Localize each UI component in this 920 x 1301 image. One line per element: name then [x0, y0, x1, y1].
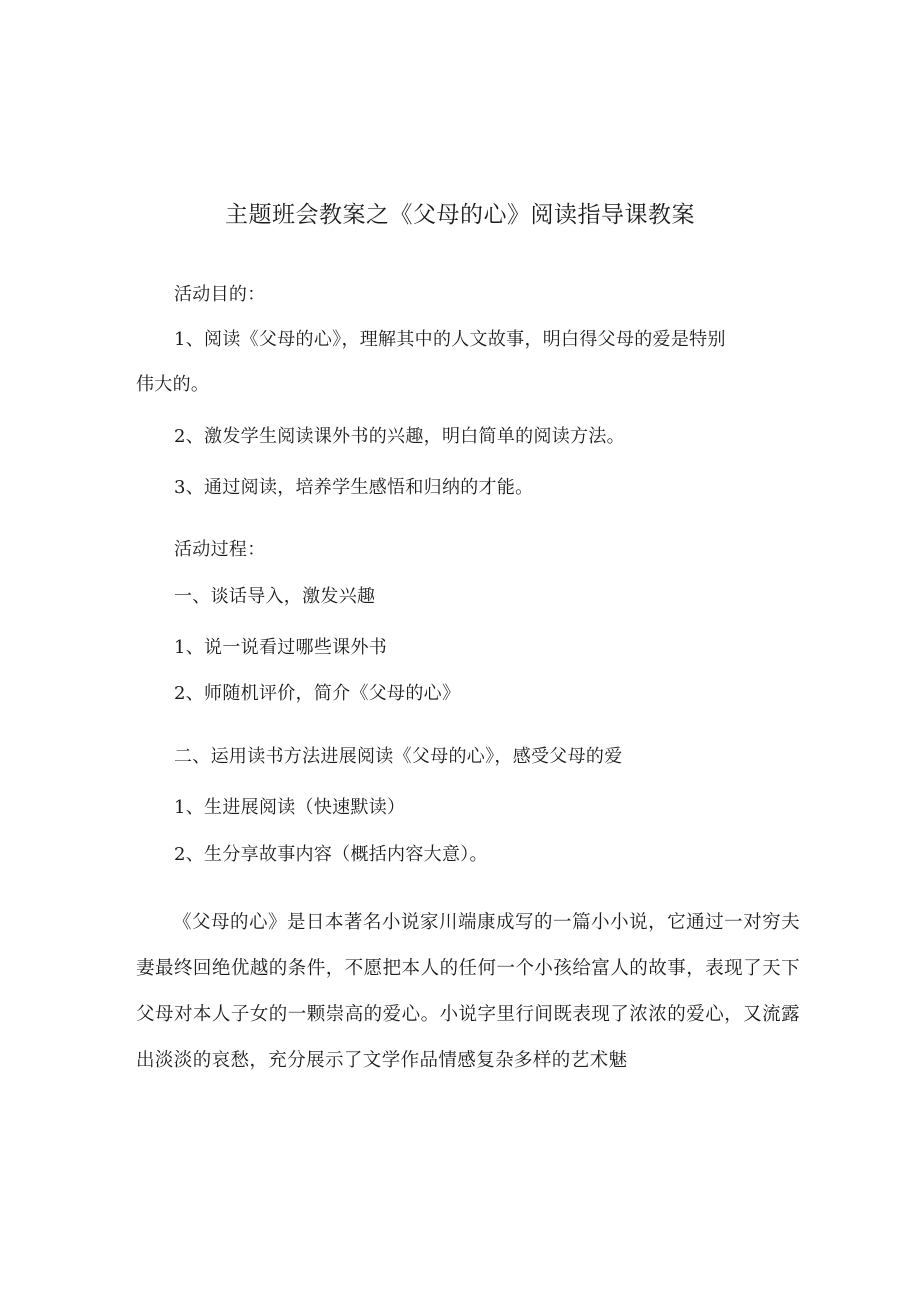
document-title: 主题班会教案之《父母的心》阅读指导课教案 — [225, 202, 695, 228]
summary-paragraph: 《父母的心》是日本著名小说家川端康成写的一篇小小说，它通过一对穷夫妻最终回绝优越的条件，不愿把本人的任何一个小孩给富人的故事，表现了天下父母对本人子女的一颗崇高的爱心。小说字里行间既表现了浓浓的爱心，又流露出淡淡的哀愁，充分展示了文学作品情感复杂多样的艺术魅 — [136, 912, 800, 1071]
goals-heading: 活动目的： — [174, 284, 266, 305]
section-2-step-1: 1、生进展阅读（快速默读） — [174, 797, 406, 818]
section-1-step-2: 2、师随机评价，简介《父母的心》 — [174, 683, 461, 704]
section-2-title: 二、运用读书方法进展阅读《父母的心》，感受父母的爱 — [174, 746, 623, 767]
section-2-step-2: 2、生分享故事内容（概括内容大意）。 — [174, 844, 488, 865]
goal-item-1-continued: 伟大的。 — [136, 374, 210, 395]
goal-item-2: 2、激发学生阅读课外书的兴趣，明白简单的阅读方法。 — [174, 426, 625, 447]
process-heading: 活动过程： — [174, 539, 266, 560]
section-1-step-1: 1、说一说看过哪些课外书 — [174, 637, 388, 658]
goal-item-1: 1、阅读《父母的心》，理解其中的人文故事，明白得父母的爱是特别 — [174, 329, 726, 350]
goal-item-3: 3、通过阅读，培养学生感悟和归纳的才能。 — [174, 477, 534, 498]
section-1-title: 一、谈话导入，激发兴趣 — [174, 586, 376, 607]
